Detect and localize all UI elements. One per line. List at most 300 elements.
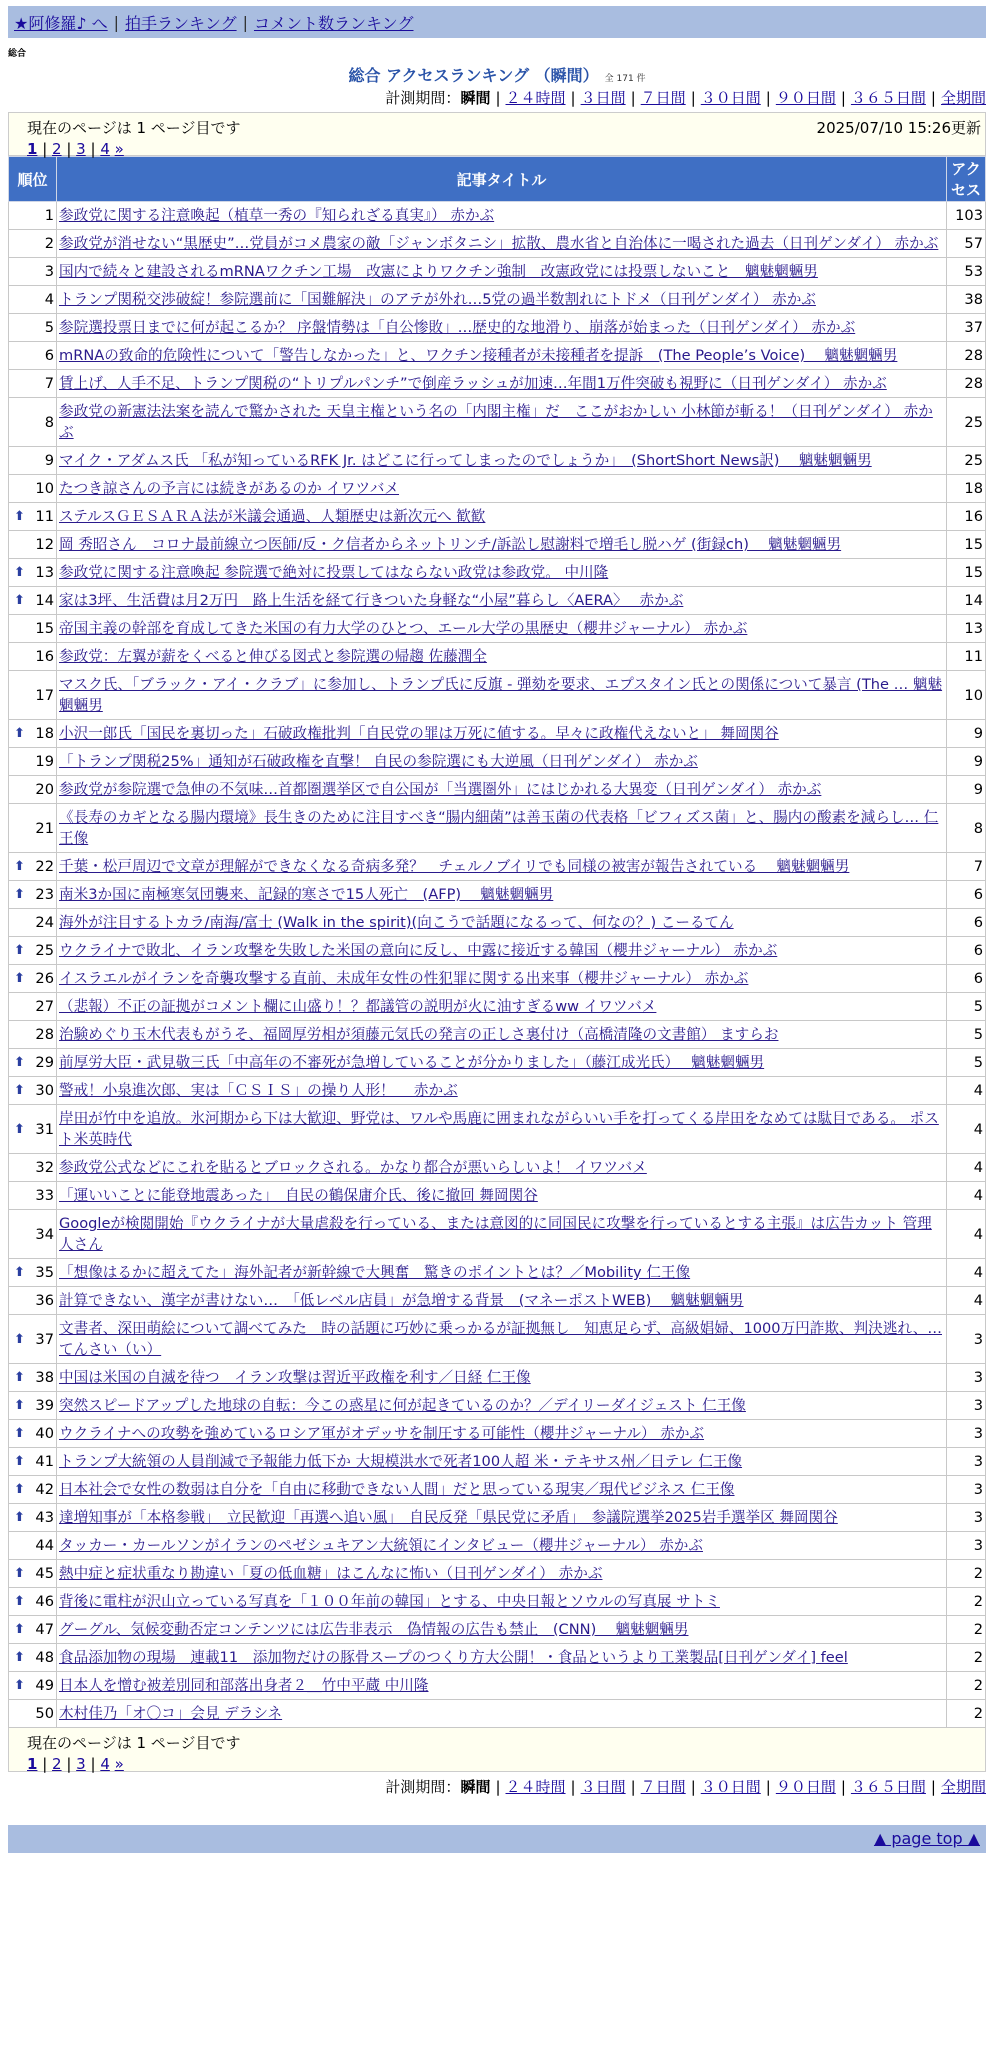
col-rank: 順位	[9, 157, 57, 202]
title-cell	[57, 776, 947, 804]
table-row	[9, 1049, 986, 1077]
rank-number: 29	[35, 1054, 54, 1071]
period-link[interactable]: ３０日間	[700, 89, 761, 107]
article-link[interactable]: 治験めぐり玉木代表もがうそ、福岡厚労相が須藤元気氏の発言の正しさ裏付け（高橋清隆の文書館） ますらお	[59, 1026, 779, 1043]
title-cell	[57, 881, 947, 909]
pager-sep: |	[61, 1755, 77, 1773]
rank-number: 18	[35, 725, 54, 742]
arrow-up-icon: ⬆	[14, 1678, 25, 1693]
title-cell	[57, 1287, 947, 1315]
article-link[interactable]: 家は3坪、生活費は月2万円 路上生活を経て行きついた身軽な“小屋”暮らし〈AERA〉 赤かぶ	[59, 592, 684, 609]
rank-number: 21	[35, 819, 54, 837]
article-link[interactable]: 岡 秀昭さん コロナ最前線立つ医師/反・ク信者からネットリンチ/訴訟し慰謝料で増毛し脱ハゲ (街録ch) 魑魅魍魎男	[59, 536, 842, 553]
article-link[interactable]: 参政党が消せない“黒歴史”…党員がコメ農家の敵「ジャンボタニシ」拡散、農水省と自治体に一喝された過去（日刊ゲンダイ） 赤かぶ	[59, 235, 939, 252]
pager-sep: |	[85, 1755, 101, 1773]
arrow-up-icon: ⬆	[14, 1398, 25, 1413]
access-count: 3	[947, 1504, 986, 1532]
access-count: 25	[947, 447, 986, 475]
period-link[interactable]: ７日間	[640, 1778, 686, 1796]
page-next-link[interactable]: »	[114, 140, 124, 158]
article-link[interactable]: 参院選投票日までに何が起こるか？ 序盤情勢は「自公惨敗」…歴史的な地滑り、崩落が始まった（日刊ゲンダイ） 赤かぶ	[59, 319, 856, 336]
table-row	[9, 1476, 986, 1504]
rank-cell	[9, 1616, 57, 1644]
table-row	[9, 776, 986, 804]
article-link[interactable]: 日本社会で女性の数弱は自分を「自由に移動できない人間」だと思っている現実／現代ビジネス 仁王像	[59, 1481, 735, 1498]
period-sep: |	[840, 89, 846, 107]
title-cell	[57, 909, 947, 937]
period-link[interactable]: ２４時間	[505, 89, 566, 107]
article-link[interactable]: mRNAの致命的危険性について「警告しなかった」と、ワクチン接種者が未接種者を提訴 (The People’s Voice) 魑魅魍魎男	[59, 347, 898, 364]
arrow-up-icon: ⬆	[14, 1510, 25, 1525]
access-count: 37	[947, 314, 986, 342]
article-link[interactable]: ステルスＧＥＳＡＲＡ法が米議会通過、人類歴史は新次元へ 歓歓	[59, 508, 486, 525]
period-link[interactable]: ９０日間	[775, 89, 836, 107]
arrow-up-icon: ⬆	[14, 1622, 25, 1637]
article-link[interactable]: 「運いいことに能登地震あった」 自民の鶴保庸介氏、後に撤回 舞岡関谷	[59, 1187, 538, 1204]
access-count: 16	[947, 503, 986, 531]
article-link[interactable]: 日本人を憎む被差別同和部落出身者２＿竹中平蔵 中川隆	[59, 1677, 429, 1694]
article-link[interactable]: 文書者、深田萌絵について調べてみた 時の話題に巧妙に乗っかるが証拠無し 知恵足らず、高級娼婦、1000万円詐欺、判決逃れ、… てんさい（い）	[59, 1320, 942, 1358]
period-link[interactable]: 全期間	[940, 1778, 986, 1796]
arrow-up-icon: ⬆	[14, 943, 25, 958]
period-sep: |	[930, 89, 936, 107]
table-row	[9, 370, 986, 398]
access-count: 3	[947, 1392, 986, 1420]
title-cell	[57, 993, 947, 1021]
title-cell	[57, 1700, 947, 1728]
rank-number: 25	[35, 942, 54, 959]
rank-cell	[9, 286, 57, 314]
page-current[interactable]: 1	[27, 140, 38, 158]
rank-number: 27	[35, 998, 54, 1015]
title-cell	[57, 1420, 947, 1448]
arrow-up-icon: ⬆	[14, 1331, 25, 1347]
rank-number: 47	[35, 1621, 54, 1638]
period-sep: |	[570, 1778, 576, 1796]
article-link[interactable]: 国内で続々と建設されるmRNAワクチン工場 改憲によりワクチン強制 改憲政党には投票しないこと 魑魅魍魎男	[59, 263, 818, 280]
page-top-link[interactable]: ▲ page top ▲	[873, 1829, 980, 1848]
access-count: 57	[947, 230, 986, 258]
access-count: 5	[947, 993, 986, 1021]
rank-cell	[9, 615, 57, 643]
page-link[interactable]: 3	[76, 1755, 86, 1773]
rank-number: 10	[35, 480, 54, 497]
title-cell	[57, 1476, 947, 1504]
period-current: 瞬間	[460, 89, 491, 107]
article-link[interactable]: 岸田が竹中を追放。氷河期から下は大歓迎、野党は、ワルや馬鹿に囲まれながらいい手を打ってくる岸田をなめては駄目である。 ポスト米英時代	[59, 1110, 939, 1148]
period-link[interactable]: ３０日間	[700, 1778, 761, 1796]
page-current[interactable]: 1	[27, 1755, 38, 1773]
rank-number: 46	[35, 1593, 54, 1610]
period-link[interactable]: ３日間	[580, 1778, 626, 1796]
rank-number: 28	[35, 1026, 54, 1043]
title-cell	[57, 615, 947, 643]
rank-cell	[9, 909, 57, 937]
arrow-up-icon: ⬆	[14, 565, 25, 580]
nav-sep: |	[242, 12, 248, 32]
rank-number: 30	[35, 1082, 54, 1099]
access-count: 4	[947, 1154, 986, 1182]
title-cell	[57, 671, 947, 720]
table-row	[9, 342, 986, 370]
rank-cell	[9, 398, 57, 447]
rank-number: 3	[44, 263, 54, 280]
title-cell	[57, 1504, 947, 1532]
rank-cell	[9, 671, 57, 720]
period-link[interactable]: ３６５日間	[850, 1778, 926, 1796]
rank-cell	[9, 258, 57, 286]
article-link[interactable]: 《長寿のカギとなる腸内環境》長生きのために注目すべき“腸内細菌”は善玉菌の代表格「ビフィズス菌」と、腸内の酸素を減らし… 仁王像	[59, 809, 939, 847]
access-count: 9	[947, 776, 986, 804]
period-selector	[8, 87, 986, 108]
table-row	[9, 1448, 986, 1476]
access-count: 38	[947, 286, 986, 314]
table-row	[9, 1672, 986, 1700]
title-cell	[57, 1315, 947, 1364]
rank-number: 20	[35, 781, 54, 798]
page-next-link[interactable]: »	[114, 1755, 124, 1773]
access-count: 3	[947, 1448, 986, 1476]
period-sep: |	[690, 1778, 696, 1796]
access-count: 2	[947, 1672, 986, 1700]
title-cell	[57, 1672, 947, 1700]
article-link[interactable]: 南米3か国に南極寒気団襲来、記録的寒さで15人死亡 (AFP) 魑魅魍魎男	[59, 886, 554, 903]
title-cell	[57, 853, 947, 881]
page-link[interactable]: 2	[52, 140, 62, 158]
rank-cell	[9, 1210, 57, 1259]
col-access: アクセス	[947, 157, 986, 202]
table-row	[9, 1420, 986, 1448]
page-link[interactable]: 3	[76, 140, 86, 158]
article-link[interactable]: 海外が注目するトカラ/南海/富士 (Walk in the spirit)(向こうで話題になるって、何なの？) こーるてん	[59, 914, 734, 931]
arrow-up-icon: ⬆	[14, 1650, 25, 1665]
rank-number: 41	[35, 1453, 54, 1470]
arrow-up-icon: ⬆	[14, 859, 25, 874]
nav-sep: |	[113, 12, 120, 32]
title-cell	[57, 643, 947, 671]
ranking-table	[8, 156, 986, 1728]
rank-cell	[9, 1504, 57, 1532]
rank-number: 32	[35, 1159, 54, 1176]
page-link[interactable]: 2	[52, 1755, 62, 1773]
title-cell	[57, 258, 947, 286]
article-link[interactable]: 計算できない、漢字が書けない… 「低レベル店員」が急増する背景 (マネーポストWEB) 魑魅魍魎男	[59, 1292, 744, 1309]
rank-number: 40	[35, 1425, 54, 1442]
article-link[interactable]: 木村佳乃「オ〇コ」会見 デラシネ	[59, 1705, 283, 1722]
table-row	[9, 965, 986, 993]
article-link[interactable]: （悲報）不正の証拠がコメント欄に山盛り！？都議管の説明が火に油すぎるww イワツバメ	[59, 998, 657, 1015]
article-link[interactable]: 賃上げ、人手不足、トランプ関税の“トリプルパンチ”で倒産ラッシュが加速…年間1万件突破も視野に（日刊ゲンダイ） 赤かぶ	[59, 375, 887, 392]
article-link[interactable]: 前厚労大臣・武見敬三氏「中高年の不審死が急増していることが分かりました」（藤江成光氏） 魑魅魍魎男	[59, 1054, 765, 1071]
category-label: 総合	[8, 49, 27, 59]
article-link[interactable]: 参政党公式などにこれを貼るとブロックされる。かなり都合が悪いらしいよ！ イワツバメ	[59, 1159, 647, 1176]
title-cell	[57, 720, 947, 748]
rank-cell	[9, 1154, 57, 1182]
rank-number: 17	[35, 686, 54, 704]
table-row	[9, 1560, 986, 1588]
page-title-text: 総合 アクセスランキング （瞬間）	[348, 66, 599, 85]
rank-cell	[9, 1077, 57, 1105]
arrow-up-icon: ⬆	[14, 971, 25, 986]
access-count: 3	[947, 1315, 986, 1364]
current-page-text: 現在のページは 1 ページ目です	[27, 1734, 241, 1752]
title-cell	[57, 342, 947, 370]
period-link[interactable]: ３６５日間	[850, 89, 926, 107]
rank-cell	[9, 342, 57, 370]
pager-sep: |	[85, 140, 101, 158]
rank-cell	[9, 1021, 57, 1049]
period-sep: |	[495, 1778, 501, 1796]
title-cell	[57, 1049, 947, 1077]
rank-number: 38	[35, 1369, 54, 1386]
rank-cell	[9, 370, 57, 398]
access-count: 103	[947, 202, 986, 230]
article-link[interactable]: 中国は米国の自滅を待つ イラン攻撃は習近平政権を利す／日経 仁王像	[59, 1369, 531, 1386]
rank-number: 44	[35, 1537, 54, 1554]
access-count: 6	[947, 881, 986, 909]
title-cell	[57, 748, 947, 776]
article-link[interactable]: 帝国主義の幹部を育成してきた米国の有力大学のひとつ、エール大学の黒歴史（櫻井ジャーナル） 赤かぶ	[59, 620, 748, 637]
rank-number: 31	[35, 1120, 54, 1138]
updated-time: 2025/07/10 15:26更新	[816, 119, 981, 137]
table-row	[9, 587, 986, 615]
period-sep: |	[765, 1778, 771, 1796]
table-row	[9, 643, 986, 671]
title-cell	[57, 1392, 947, 1420]
article-link[interactable]: 警戒！小泉進次郎、実は「ＣＳＩＳ」の操り人形！ 赤かぶ	[59, 1082, 458, 1099]
period-link[interactable]: ２４時間	[505, 1778, 566, 1796]
access-count: 6	[947, 937, 986, 965]
rank-number: 26	[35, 970, 54, 987]
rank-number: 43	[35, 1509, 54, 1526]
access-count: 53	[947, 258, 986, 286]
rank-cell	[9, 965, 57, 993]
arrow-up-icon: ⬆	[14, 1426, 25, 1441]
article-link[interactable]: ウクライナへの攻勢を強めているロシア軍がオデッサを制圧する可能性（櫻井ジャーナル） 赤かぶ	[59, 1425, 705, 1442]
access-count: 4	[947, 1259, 986, 1287]
table-row	[9, 1021, 986, 1049]
article-link[interactable]: 小沢一郎氏「国民を裏切った」石破政権批判「自民党の罪は万死に値する。早々に政権代えないと」 舞岡関谷	[59, 725, 779, 742]
article-link[interactable]: Googleが検閲開始『ウクライナが大量虐殺を行っている、または意図的に同国民に攻撃を行っているとする主張』は広告カット 管理人さん	[59, 1215, 932, 1253]
title-cell	[57, 965, 947, 993]
rank-number: 11	[35, 508, 54, 525]
period-selector	[8, 1776, 986, 1797]
table-row	[9, 853, 986, 881]
article-link[interactable]: トランプ関税交渉破綻！参院選前に「国難解決」のアテが外れ…5党の過半数割れにトドメ（日刊ゲンダイ） 赤かぶ	[59, 291, 816, 308]
title-cell	[57, 503, 947, 531]
rank-cell	[9, 1532, 57, 1560]
rank-cell	[9, 559, 57, 587]
table-row	[9, 1392, 986, 1420]
arrow-up-icon: ⬆	[14, 887, 25, 902]
site-link[interactable]: ★阿修羅♪ へ	[14, 13, 108, 33]
table-row	[9, 1364, 986, 1392]
article-link[interactable]: ウクライナで敗北、イラン攻撃を失敗した米国の意向に反し、中露に接近する韓国（櫻井ジャーナル） 赤かぶ	[59, 942, 778, 959]
period-link[interactable]: ９０日間	[775, 1778, 836, 1796]
table-row	[9, 909, 986, 937]
table-row	[9, 804, 986, 853]
arrow-up-icon: ⬆	[14, 509, 25, 524]
arrow-up-icon: ⬆	[14, 1265, 25, 1280]
title-cell	[57, 286, 947, 314]
article-link[interactable]: マイク・アダムス氏 「私が知っているRFK Jr. はどこに行ってしまったのでしょうか」 (ShortShort News訳) 魑魅魍魎男	[59, 452, 872, 469]
period-sep: |	[765, 89, 771, 107]
access-count: 15	[947, 559, 986, 587]
table-row	[9, 1259, 986, 1287]
article-link[interactable]: 「想像はるかに超えてた」海外記者が新幹線で大興奮 驚きのポイントとは？／Mobility 仁王像	[59, 1264, 691, 1281]
title-cell	[57, 1644, 947, 1672]
article-link[interactable]: たつき諒さんの予言には続きがあるのか イワツバメ	[59, 480, 400, 497]
article-link[interactable]: 熱中症と症状重なり勘違い「夏の低血糖」はこんなに怖い（日刊ゲンダイ） 赤かぶ	[59, 1565, 603, 1582]
article-link[interactable]: 千葉・松戸周辺で文章が理解ができなくなる奇病多発？ チェルノブイリでも同様の被害が報告されている 魑魅魍魎男	[59, 858, 850, 875]
article-link[interactable]: 参政党に関する注意喚起 参院選で絶対に投票してはならない政党は参政党。 中川隆	[59, 564, 609, 581]
title-cell	[57, 587, 947, 615]
access-count: 2	[947, 1644, 986, 1672]
rank-cell	[9, 1672, 57, 1700]
title-cell	[57, 804, 947, 853]
pager-sep: |	[37, 1755, 53, 1773]
rank-number: 15	[35, 620, 54, 637]
title-cell	[57, 1588, 947, 1616]
table-row	[9, 720, 986, 748]
rank-cell	[9, 1644, 57, 1672]
article-link[interactable]: イスラエルがイランを奇襲攻撃する直前、未成年女性の性犯罪に関する出来事（櫻井ジャーナル） 赤かぶ	[59, 970, 749, 987]
table-row	[9, 230, 986, 258]
rank-cell	[9, 447, 57, 475]
table-row	[9, 398, 986, 447]
rank-number: 33	[35, 1187, 54, 1204]
title-cell	[57, 559, 947, 587]
access-count: 18	[947, 475, 986, 503]
period-link[interactable]: 全期間	[940, 89, 986, 107]
access-count: 2	[947, 1616, 986, 1644]
period-sep: |	[630, 1778, 636, 1796]
title-cell	[57, 202, 947, 230]
table-row	[9, 1644, 986, 1672]
rank-cell	[9, 1182, 57, 1210]
rank-cell	[9, 475, 57, 503]
article-link[interactable]: マスク氏、「ブラック・アイ・クラブ」に参加し、トランプ氏に反旗 - 弾劾を要求、エプスタイン氏との関係について暴言 (The … 魑魅魍魎男	[59, 676, 943, 714]
table-header	[9, 157, 986, 202]
rank-cell	[9, 776, 57, 804]
pager-sep: |	[61, 140, 77, 158]
rank-cell	[9, 1049, 57, 1077]
rank-cell	[9, 1392, 57, 1420]
table-row	[9, 881, 986, 909]
pager	[27, 1755, 981, 1773]
article-link[interactable]: 達増知事が「本格参戦」 立民歓迎「再選へ追い風」 自民反発「県民党に矛盾」 参議院選挙2025岩手選挙区 舞岡関谷	[59, 1509, 838, 1526]
title-cell	[57, 398, 947, 447]
title-cell	[57, 1077, 947, 1105]
access-count: 9	[947, 748, 986, 776]
article-link[interactable]: 参政党の新憲法法案を読んで驚かされた 天皇主権という名の「内閣主権」だ ここがおかしい 小林節が斬る！（日刊ゲンダイ） 赤かぶ	[59, 403, 933, 441]
rank-cell	[9, 230, 57, 258]
rank-number: 50	[35, 1705, 54, 1722]
article-link[interactable]: 参政党が参院選で急伸の不気味…首都圏選挙区で自公国が「当選圏外」にはじかれる大異変（日刊ゲンダイ） 赤かぶ	[59, 781, 822, 798]
access-count: 13	[947, 615, 986, 643]
title-cell	[57, 1560, 947, 1588]
rank-number: 24	[35, 914, 54, 931]
rank-cell	[9, 1476, 57, 1504]
access-count: 25	[947, 398, 986, 447]
table-row	[9, 1182, 986, 1210]
applause-ranking-link[interactable]: 拍手ランキング	[125, 13, 237, 33]
rank-cell	[9, 853, 57, 881]
period-sep: |	[930, 1778, 936, 1796]
title-cell	[57, 314, 947, 342]
rank-number: 34	[35, 1225, 54, 1243]
title-cell	[57, 1105, 947, 1154]
rank-number: 4	[44, 291, 54, 308]
rank-number: 2	[44, 235, 54, 252]
comment-ranking-link[interactable]: コメント数ランキング	[253, 13, 414, 33]
article-link[interactable]: トランプ大統領の人員削減で予報能力低下か 大規模洪水で死者100人超 米・テキサス州／日テレ 仁王像	[59, 1453, 743, 1470]
article-link[interactable]: 参政党に関する注意喚起（植草一秀の『知られざる真実』） 赤かぶ	[59, 207, 495, 224]
title-cell	[57, 1259, 947, 1287]
access-count: 5	[947, 1049, 986, 1077]
period-link[interactable]: ７日間	[640, 89, 686, 107]
rank-cell	[9, 1560, 57, 1588]
info-bar-bottom	[8, 1728, 986, 1772]
title-cell	[57, 1210, 947, 1259]
table-row	[9, 1700, 986, 1728]
rank-number: 14	[35, 592, 54, 609]
rank-cell	[9, 202, 57, 230]
item-count: 全 171 件	[604, 74, 646, 84]
page-link[interactable]: 4	[100, 1755, 110, 1773]
access-count: 4	[947, 1287, 986, 1315]
arrow-up-icon: ⬆	[14, 593, 25, 608]
access-count: 4	[947, 1105, 986, 1154]
article-link[interactable]: タッカー・カールソンがイランのペゼシュキアン大統領にインタビュー（櫻井ジャーナル） 赤かぶ	[59, 1537, 703, 1554]
article-link[interactable]: 背後に電柱が沢山立っている写真を「１００年前の韓国」とする、中央日報とソウルの写真展 サトミ	[59, 1593, 720, 1610]
rank-number: 1	[44, 207, 54, 224]
rank-number: 16	[35, 648, 54, 665]
title-cell	[57, 1182, 947, 1210]
title-cell	[57, 1616, 947, 1644]
rank-number: 23	[35, 886, 54, 903]
rank-cell	[9, 1259, 57, 1287]
page-link[interactable]: 4	[100, 140, 110, 158]
article-link[interactable]: 参政党：左翼が薪をくべると伸びる図式と参院選の帰趨 佐藤潤全	[59, 648, 487, 665]
period-label: 計測期間：	[385, 1778, 461, 1796]
rank-cell	[9, 993, 57, 1021]
period-sep: |	[630, 89, 636, 107]
article-link[interactable]: 「トランプ関税25%」通知が石破政権を直撃！ 自民の参院選にも大逆風（日刊ゲンダイ） 赤かぶ	[59, 753, 698, 770]
info-bar	[8, 112, 986, 156]
article-link[interactable]: グーグル、気候変動否定コンテンツには広告非表示 偽情報の広告も禁止 (CNN) 魑魅魍魎男	[59, 1621, 689, 1638]
table-row	[9, 1287, 986, 1315]
article-link[interactable]: 突然スピードアップした地球の自転：今この惑星に何が起きているのか？／デイリーダイジェスト 仁王像	[59, 1397, 746, 1414]
table-row	[9, 671, 986, 720]
pager	[27, 140, 981, 158]
article-link[interactable]: 食品添加物の現場 連載11 添加物だけの豚骨スープのつくり方大公開！・食品というより工業製品[日刊ゲンダイ] feel	[59, 1649, 848, 1666]
rank-number: 36	[35, 1292, 54, 1309]
access-count: 15	[947, 531, 986, 559]
rank-number: 9	[44, 452, 54, 469]
rank-number: 22	[35, 858, 54, 875]
period-link[interactable]: ３日間	[580, 89, 626, 107]
rank-number: 35	[35, 1264, 54, 1281]
period-sep: |	[840, 1778, 846, 1796]
access-count: 6	[947, 965, 986, 993]
rank-cell	[9, 1588, 57, 1616]
access-count: 4	[947, 1077, 986, 1105]
rank-cell	[9, 643, 57, 671]
rank-number: 12	[35, 536, 54, 553]
access-count: 6	[947, 909, 986, 937]
rank-cell	[9, 881, 57, 909]
